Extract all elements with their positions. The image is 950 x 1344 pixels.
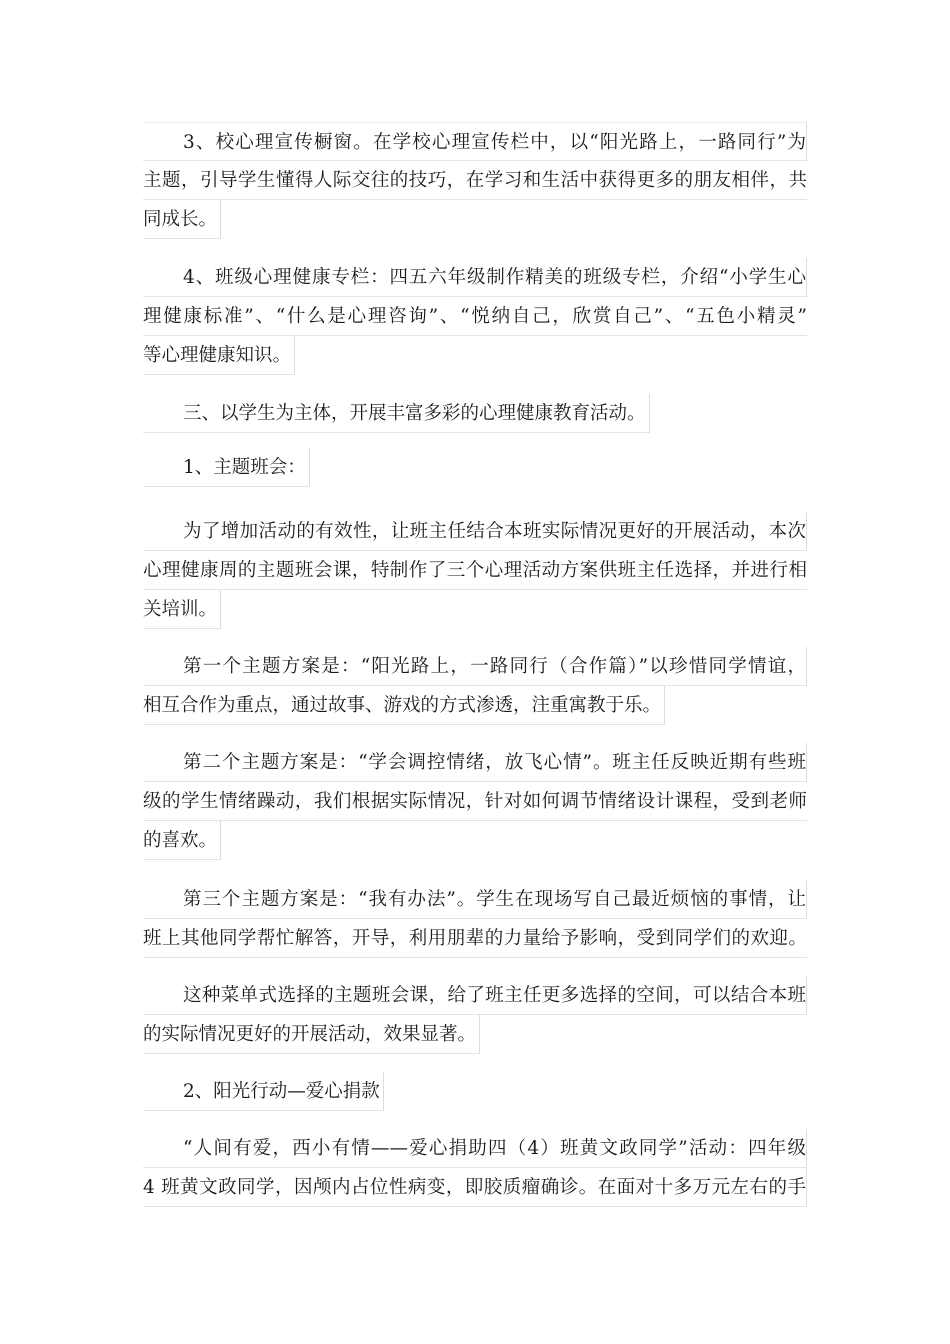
paragraph-line: 第二个主题方案是：“学会调控情绪，放飞心情”。班主任反映近期有些班 <box>143 743 807 782</box>
paragraph-line: 这种菜单式选择的主题班会课，给了班主任更多选择的空间，可以结合本班 <box>143 976 807 1015</box>
paragraph-line: 等心理健康知识。 <box>143 336 295 375</box>
paragraph-line: 关培训。 <box>143 590 221 629</box>
paragraph-line: 4 班黄文政同学，因颅内占位性病变，即胶质瘤确诊。在面对十多万元左右的手 <box>143 1168 807 1207</box>
paragraph-line: 相互合作为重点，通过故事、游戏的方式渗透，注重寓教于乐。 <box>143 686 665 725</box>
paragraph-line: 第一个主题方案是：“阳光路上，一路同行（合作篇）”以珍惜同学情谊， <box>143 647 807 686</box>
paragraph-line: 心理健康周的主题班会课，特制作了三个心理活动方案供班主任选择，并进行相 <box>143 551 807 590</box>
paragraph-donation-event <box>143 1129 807 1207</box>
paragraph-line: 的实际情况更好的开展活动，效果显著。 <box>143 1015 480 1054</box>
paragraph-third-plan <box>143 880 807 958</box>
paragraph-line: 4、班级心理健康专栏：四五六年级制作精美的班级专栏，介绍“小学生心 <box>143 258 807 297</box>
paragraph-line: 第三个主题方案是：“我有办法”。学生在现场写自己最近烦恼的事情，让 <box>143 880 807 919</box>
paragraph-line: 2、阳光行动—爱心捐款 <box>143 1072 384 1111</box>
paragraph-line: 同成长。 <box>143 200 221 239</box>
subheading-sunshine-action <box>143 1072 384 1115</box>
paragraph-menu-style <box>143 976 807 1058</box>
paragraph-line: 1、主题班会： <box>143 448 310 487</box>
paragraph-effectiveness <box>143 512 807 633</box>
paragraph-line: 级的学生情绪躁动，我们根据实际情况，针对如何调节情绪设计课程，受到老师 <box>143 782 807 821</box>
paragraph-line: “人间有爱，西小有情——爱心捐助四（4）班黄文政同学”活动：四年级 <box>143 1129 807 1168</box>
paragraph-second-plan <box>143 743 807 864</box>
paragraph-class-column <box>143 258 807 379</box>
subheading-theme-class-meeting <box>143 448 310 491</box>
paragraph-line: 3、校心理宣传橱窗。在学校心理宣传栏中，以“阳光路上，一路同行”为 <box>143 122 807 161</box>
paragraph-line: 三、以学生为主体，开展丰富多彩的心理健康教育活动。 <box>143 394 650 433</box>
paragraph-line: 主题，引导学生懂得人际交往的技巧，在学习和生活中获得更多的朋友相伴，共 <box>143 161 807 200</box>
paragraph-line: 的喜欢。 <box>143 821 221 860</box>
paragraph-line: 理健康标准”、“什么是心理咨询”、“悦纳自己，欣赏自己”、“五色小精灵” <box>143 297 807 336</box>
paragraph-line: 班上其他同学帮忙解答，开导，利用朋辈的力量给予影响，受到同学们的欢迎。 <box>143 919 807 958</box>
paragraph-psychology-window <box>143 122 807 243</box>
paragraph-line: 为了增加活动的有效性，让班主任结合本班实际情况更好的开展活动，本次 <box>143 512 807 551</box>
section-heading-activities <box>143 394 650 437</box>
paragraph-first-plan <box>143 647 807 729</box>
